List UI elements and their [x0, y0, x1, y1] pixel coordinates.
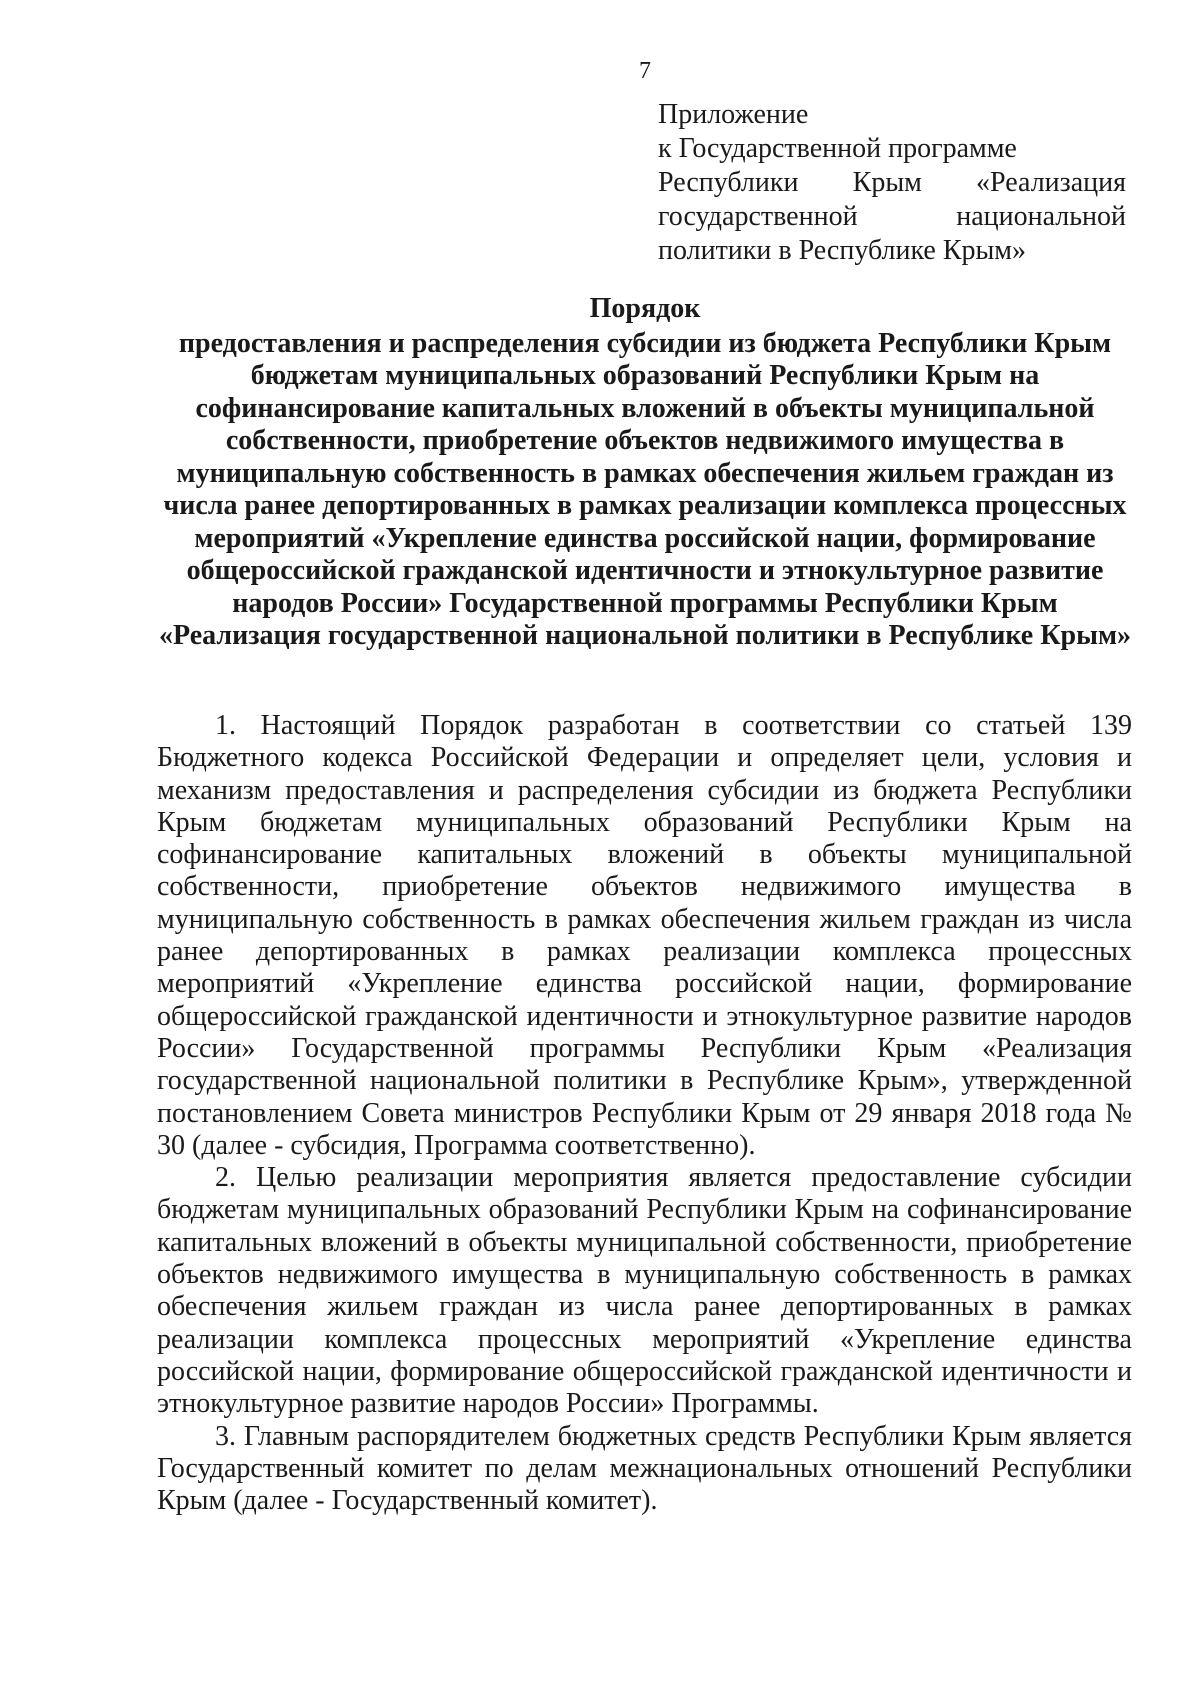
document-body — [157, 710, 1132, 1517]
document-title-block — [150, 293, 1140, 653]
paragraph-1: 1. Настоящий Порядок разработан в соответствии со статьей 139 Бюджетного кодекса Российской Федерации и определяет цели, условия и механизм предоставления и распределения субсидии из бюджета Республики Крым бюджетам муниципальных образований Республики Крым на софинансирование капитальных вложений в объекты муниципальной собственности, приобретение объектов недвижимого имущества в муниципальную собственность в рамках обеспечения жильем граждан из числа ранее депортированных в рамках реализации комплекса процессных мероприятий «Укрепление единства российской нации, формирование общероссийской гражданской идентичности и этнокультурное развитие народов России» Государственной программы Республики Крым «Реализация государственной национальной политики в Республике Крым», утвержденной постановлением Совета министров Республики Крым от 29 января 2018 года № 30 (далее - субсидия, Программа соответственно). — [157, 710, 1132, 1161]
appendix-line: политики в Республике Крым» — [658, 235, 1027, 266]
appendix-header — [658, 98, 1126, 268]
document-title: Порядок — [589, 293, 701, 324]
appendix-line: государственной национальной — [658, 201, 1126, 232]
page-number: 7 — [639, 58, 651, 84]
appendix-line: Приложение — [658, 99, 809, 130]
paragraph-3: 3. Главным распорядителем бюджетных средств Республики Крым является Государственный комитет по делам межнациональных отношений Республики Крым (далее - Государственный комитет). — [157, 1420, 1132, 1517]
appendix-line: к Государственной программе — [658, 133, 1017, 164]
document-subtitle: предоставления и распределения субсидии из бюджета Республики Крым бюджетам муниципальных образований Республики Крым на софинансирование капитальных вложений в объекты муниципальной собственности, приобретение объектов недвижимого имущества в муниципальную собственность в рамках обеспечения жильем граждан из числа ранее депортированных в рамках реализации комплекса процессных мероприятий «Укрепление единства российской нации, формирование общероссийской гражданской идентичности и этнокультурное развитие народов России» Государственной программы Республики Крым «Реализация государственной национальной политики в Республике Крым» — [158, 327, 1132, 651]
appendix-line: Республики Крым «Реализация — [658, 167, 1126, 198]
paragraph-2: 2. Целью реализации мероприятия является предоставление субсидии бюджетам муниципальных образований Республики Крым на софинансирование капитальных вложений в объекты муниципальной собственности, приобретение объектов недвижимого имущества в муниципальную собственность в рамках обеспечения жильем граждан из числа ранее депортированных в рамках реализации комплекса процессных мероприятий «Укрепление единства российской нации, формирование общероссийской гражданской идентичности и этнокультурное развитие народов России» Программы. — [157, 1162, 1132, 1420]
